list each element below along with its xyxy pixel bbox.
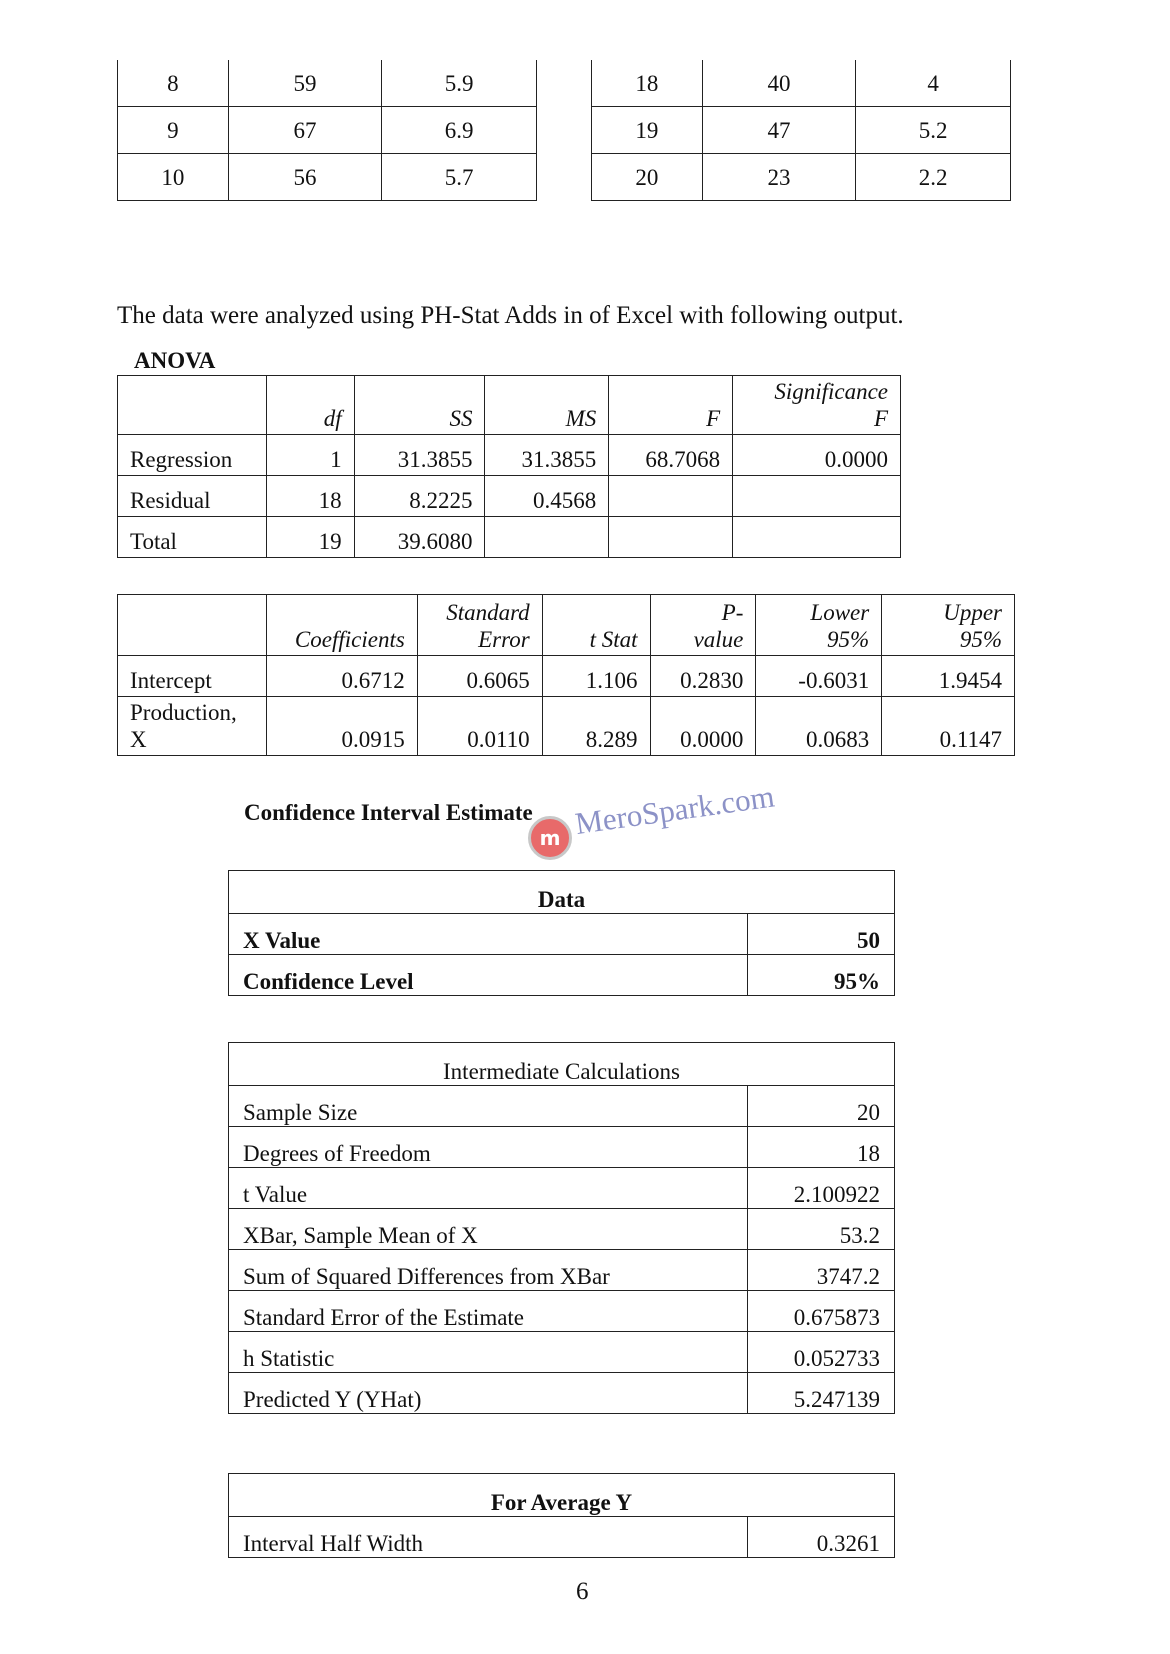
cell: 53.2 (748, 1209, 895, 1250)
row-label-line: Production, (130, 700, 237, 725)
row-label: Residual (118, 476, 267, 517)
watermark-text: MeroSpark.com (572, 778, 777, 842)
table-header-row (118, 595, 1015, 656)
table-row (118, 656, 1015, 697)
cell: 47 (702, 107, 856, 154)
cell: 9 (118, 107, 229, 154)
intermediate-calculations-table (228, 1042, 895, 1414)
header-cell: F (609, 376, 733, 435)
table-row (229, 1517, 895, 1558)
row-label: XBar, Sample Mean of X (229, 1209, 748, 1250)
cell: 0.6065 (417, 656, 542, 697)
cell: 8 (118, 60, 229, 107)
cell: 0.1147 (882, 697, 1015, 756)
header-cell (882, 595, 1015, 656)
table-row (118, 60, 537, 107)
header-line: P- (721, 600, 744, 625)
cell: 4 (856, 60, 1011, 107)
row-label: Sample Size (229, 1086, 748, 1127)
table-row (229, 1332, 895, 1373)
cell: 59 (228, 60, 382, 107)
cell: 50 (748, 914, 895, 955)
cell (609, 517, 733, 558)
cell: 31.3855 (485, 435, 609, 476)
header-cell: t Stat (542, 595, 650, 656)
cell: 31.3855 (354, 435, 485, 476)
table-row (229, 1209, 895, 1250)
anova-title: ANOVA (134, 348, 216, 373)
cell: 0.0683 (756, 697, 882, 756)
row-label: X Value (229, 914, 748, 955)
header-cell (417, 595, 542, 656)
row-label: Intercept (118, 656, 267, 697)
table-row (229, 1168, 895, 1209)
table-row (229, 1250, 895, 1291)
data-table-right (591, 60, 1011, 201)
cell: 18 (748, 1127, 895, 1168)
cell: 0.3261 (748, 1517, 895, 1558)
cell: 1.106 (542, 656, 650, 697)
header-line: Significance (774, 379, 888, 404)
header-cell (756, 595, 882, 656)
cell: 10 (118, 154, 229, 201)
cell: 67 (228, 107, 382, 154)
table-row (229, 1127, 895, 1168)
row-label (118, 697, 267, 756)
table-row (592, 107, 1011, 154)
cell: 40 (702, 60, 856, 107)
cell: 0.0915 (266, 697, 417, 756)
table-row (118, 107, 537, 154)
header-cell (118, 376, 267, 435)
row-label: Degrees of Freedom (229, 1127, 748, 1168)
header-cell (650, 595, 756, 656)
cell: 0.675873 (748, 1291, 895, 1332)
cell: 18 (266, 476, 354, 517)
table-row (229, 1373, 895, 1414)
cell: 68.7068 (609, 435, 733, 476)
cell: 0.2830 (650, 656, 756, 697)
header-line: Upper (943, 600, 1002, 625)
row-label: Predicted Y (YHat) (229, 1373, 748, 1414)
header-line: Error (478, 627, 530, 652)
row-label: Regression (118, 435, 267, 476)
cell: 3747.2 (748, 1250, 895, 1291)
table-row (118, 476, 901, 517)
row-label: h Statistic (229, 1332, 748, 1373)
cell: 18 (592, 60, 703, 107)
coefficients-table (117, 594, 1015, 756)
intro-paragraph: The data were analyzed using PH-Stat Adds in of Excel with following output. (117, 302, 904, 329)
cell: 2.2 (856, 154, 1011, 201)
cell: 5.7 (382, 154, 537, 201)
cell: 1.9454 (882, 656, 1015, 697)
cell: 0.0110 (417, 697, 542, 756)
table-row (592, 154, 1011, 201)
cell: 0.052733 (748, 1332, 895, 1373)
cell (485, 517, 609, 558)
table-row (118, 435, 901, 476)
cell: 2.100922 (748, 1168, 895, 1209)
table-header-row (229, 1474, 895, 1517)
watermark (528, 778, 808, 866)
cell: 0.0000 (733, 435, 901, 476)
header-cell: df (266, 376, 354, 435)
cell (733, 517, 901, 558)
cell: 39.6080 (354, 517, 485, 558)
row-label: Confidence Level (229, 955, 748, 996)
header-cell: For Average Y (229, 1474, 895, 1517)
data-table-left (117, 60, 537, 201)
cell (733, 476, 901, 517)
header-cell: Data (229, 871, 895, 914)
header-line: F (873, 406, 888, 431)
header-line: Lower (810, 600, 870, 625)
merospark-logo-icon (528, 816, 572, 860)
table-row (592, 60, 1011, 107)
row-label: Standard Error of the Estimate (229, 1291, 748, 1332)
cell: 8.289 (542, 697, 650, 756)
row-label: Sum of Squared Differences from XBar (229, 1250, 748, 1291)
table-header-row (229, 1043, 895, 1086)
row-label: t Value (229, 1168, 748, 1209)
header-cell: Coefficients (266, 595, 417, 656)
cell: 0.6712 (266, 656, 417, 697)
header-line: 95% (959, 627, 1002, 652)
cell: 1 (266, 435, 354, 476)
cell: -0.6031 (756, 656, 882, 697)
table-header-row (229, 871, 895, 914)
table-row (229, 1086, 895, 1127)
table-row (118, 697, 1015, 756)
row-label: Total (118, 517, 267, 558)
table-row (118, 154, 537, 201)
header-cell: MS (485, 376, 609, 435)
cell: 6.9 (382, 107, 537, 154)
row-label-line: X (130, 727, 147, 752)
anova-table (117, 375, 901, 558)
cell: 0.4568 (485, 476, 609, 517)
average-y-table (228, 1473, 895, 1558)
header-cell: Intermediate Calculations (229, 1043, 895, 1086)
header-cell (733, 376, 901, 435)
ci-data-table (228, 870, 895, 996)
header-cell (118, 595, 267, 656)
cell: 95% (748, 955, 895, 996)
header-line: 95% (827, 627, 870, 652)
table-row (229, 1291, 895, 1332)
row-label: Interval Half Width (229, 1517, 748, 1558)
header-cell: SS (354, 376, 485, 435)
cell: 5.9 (382, 60, 537, 107)
cell: 19 (266, 517, 354, 558)
cell: 5.247139 (748, 1373, 895, 1414)
table-row (229, 914, 895, 955)
table-row (118, 517, 901, 558)
table-row (229, 955, 895, 996)
cell: 20 (748, 1086, 895, 1127)
cell: 56 (228, 154, 382, 201)
ci-title: Confidence Interval Estimate (244, 800, 533, 825)
cell: 5.2 (856, 107, 1011, 154)
logo-letter: m (539, 826, 561, 850)
header-line: value (693, 627, 744, 652)
page-number: 6 (576, 1578, 589, 1605)
cell: 19 (592, 107, 703, 154)
cell (609, 476, 733, 517)
cell: 8.2225 (354, 476, 485, 517)
header-line: Standard (446, 600, 530, 625)
cell: 20 (592, 154, 703, 201)
cell: 23 (702, 154, 856, 201)
table-header-row (118, 376, 901, 435)
cell: 0.0000 (650, 697, 756, 756)
